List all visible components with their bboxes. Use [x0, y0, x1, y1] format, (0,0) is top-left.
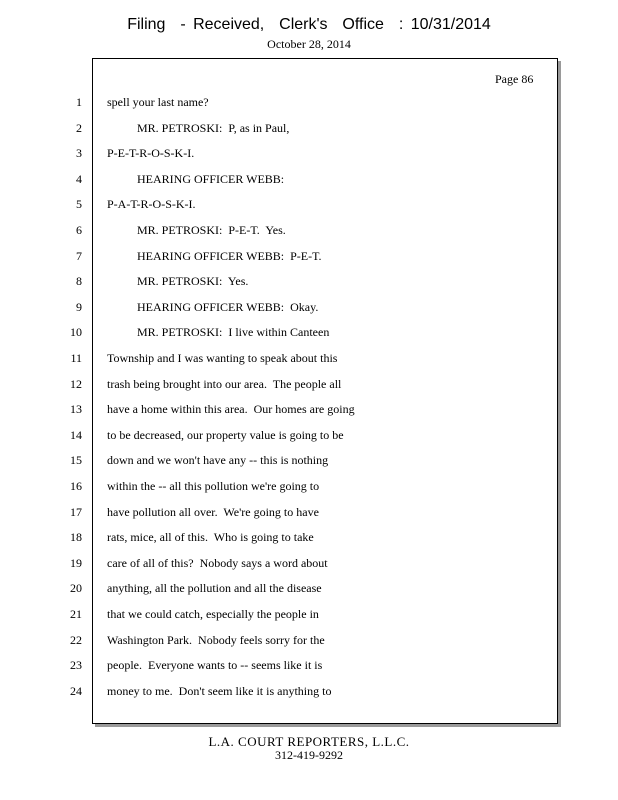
- line-number: 8: [76, 274, 82, 288]
- filing-stamp: Filing - Received, Clerk's Office : 10/31/2014: [127, 16, 491, 33]
- line-number: 6: [76, 223, 82, 237]
- transcript-line: spell your last name?: [107, 95, 209, 109]
- transcript-line: people. Everyone wants to -- seems like it is: [107, 658, 323, 672]
- reporter-phone: 312-419-9292: [275, 748, 343, 762]
- transcript-line: down and we won't have any -- this is nothing: [107, 453, 329, 467]
- transcript-line: care of all of this? Nobody says a word about: [107, 556, 328, 570]
- hearing-date: October 28, 2014: [267, 37, 351, 51]
- transcript-line: P-E-T-R-O-S-K-I.: [107, 146, 195, 160]
- line-number: 24: [70, 684, 82, 698]
- transcript-line: trash being brought into our area. The people all: [107, 377, 342, 391]
- line-number: 10: [70, 325, 82, 339]
- line-number: 19: [70, 556, 82, 570]
- transcript-line: HEARING OFFICER WEBB: Okay.: [107, 300, 319, 314]
- page-number: Page 86: [495, 72, 534, 86]
- transcript-line: have pollution all over. We're going to have: [107, 505, 319, 519]
- line-number: 15: [70, 453, 82, 467]
- line-number: 18: [70, 530, 82, 544]
- line-number: 12: [70, 377, 82, 391]
- line-number: 4: [76, 172, 82, 186]
- transcript-line: MR. PETROSKI: P, as in Paul,: [107, 121, 290, 135]
- line-number: 7: [76, 249, 82, 263]
- transcript-line: HEARING OFFICER WEBB:: [107, 172, 285, 186]
- line-number: 9: [76, 300, 82, 314]
- transcript-line: anything, all the pollution and all the disease: [107, 581, 322, 595]
- line-number: 3: [76, 146, 82, 160]
- line-number: 20: [70, 581, 82, 595]
- line-number: 17: [70, 505, 82, 519]
- transcript-line: MR. PETROSKI: I live within Canteen: [107, 325, 330, 339]
- line-number: 21: [70, 607, 82, 621]
- transcript-line: Township and I was wanting to speak about this: [107, 351, 338, 365]
- transcript-line: rats, mice, all of this. Who is going to take: [107, 530, 314, 544]
- transcript-line: money to me. Don't seem like it is anything to: [107, 684, 332, 698]
- transcript-line: have a home within this area. Our homes are going: [107, 402, 355, 416]
- line-number: 2: [76, 121, 82, 135]
- line-number: 14: [70, 428, 82, 442]
- transcript-line: Washington Park. Nobody feels sorry for the: [107, 633, 325, 647]
- line-number: 1: [76, 95, 82, 109]
- transcript-line: P-A-T-R-O-S-K-I.: [107, 197, 196, 211]
- transcript-line: HEARING OFFICER WEBB: P-E-T.: [107, 249, 322, 263]
- line-number: 22: [70, 633, 82, 647]
- line-number: 16: [70, 479, 82, 493]
- transcript-line: MR. PETROSKI: P-E-T. Yes.: [107, 223, 286, 237]
- transcript-line: within the -- all this pollution we're going to: [107, 479, 320, 493]
- reporter-company: L.A. COURT REPORTERS, L.L.C.: [208, 734, 410, 749]
- line-number: 13: [70, 402, 82, 416]
- transcript-line: to be decreased, our property value is going to be: [107, 428, 344, 442]
- line-number: 11: [70, 351, 82, 365]
- line-number: 23: [70, 658, 82, 672]
- transcript-line: MR. PETROSKI: Yes.: [107, 274, 249, 288]
- transcript-line: that we could catch, especially the people in: [107, 607, 319, 621]
- line-number: 5: [76, 197, 82, 211]
